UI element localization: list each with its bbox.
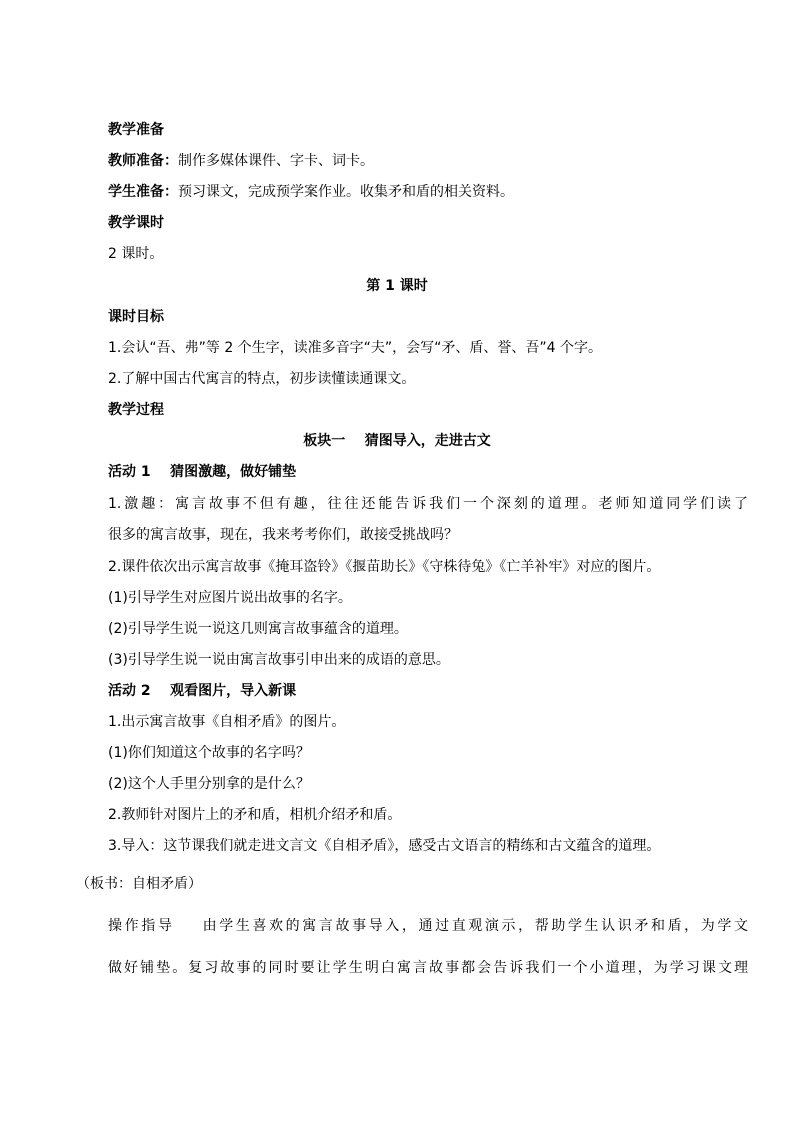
lesson-title: 第 1 课时 — [366, 278, 428, 294]
goal-2: 2.了解中国古代寓言的特点，初步读懂读通课文。 — [108, 371, 416, 387]
hours-heading: 教学课时 — [108, 215, 164, 231]
activity-1-title: 活动 1 猜图激趣，做好铺垫 — [108, 464, 297, 480]
student-prep-label: 学生准备： — [108, 184, 178, 200]
teacher-prep-label: 教师准备： — [108, 153, 178, 169]
student-prep — [108, 182, 733, 202]
activity-2-para-3: 3.导入：这节课我们就走进文言文《自相矛盾》，感受古文语言的精练和古文蕴含的道理。 — [108, 838, 661, 854]
activity-2-para-2: 2.教师针对图片上的矛和盾，相机介绍矛和盾。 — [108, 807, 402, 823]
activity-2-para-1: 1.出示寓言故事《自相矛盾》的图片。 — [108, 714, 346, 730]
guide-line-1: 操作指导 由学生喜欢的寓言故事导入，通过直观演示，帮助学生认识矛和盾，为学文 — [108, 918, 748, 934]
teacher-prep — [108, 151, 733, 171]
process-heading: 教学过程 — [108, 402, 164, 418]
hours-text: 2 课时。 — [108, 246, 164, 262]
guide-line-2: 做好铺垫。复习故事的同时要让学生明白寓言故事都会告诉我们一个小道理，为学习课文理 — [108, 960, 748, 976]
activity-2-sub-2: (2)这个人手里分别拿的是什么？ — [108, 776, 310, 792]
teacher-prep-text: 制作多媒体课件、字卡、词卡。 — [178, 153, 374, 169]
activity-1-sub-1: (1)引导学生对应图片说出故事的名字。 — [108, 590, 352, 606]
activity-2-title: 活动 2 观看图片，导入新课 — [108, 683, 297, 699]
activity-1-para-1-line-2: 很多的寓言故事，现在，我来考考你们，敢接受挑战吗？ — [108, 527, 458, 543]
prep-heading: 教学准备 — [108, 122, 164, 138]
goal-1: 1.会认“吾、弗”等 2 个生字，读准多音字“夫”，会写“矛、盾、誉、吾”4 个字。 — [108, 340, 603, 356]
activity-1-para-1-line-1: 1.激趣：寓言故事不但有趣，往往还能告诉我们一个深刻的道理。老师知道同学们读了 — [108, 496, 748, 512]
activity-1-para-2: 2.课件依次出示寓言故事《掩耳盗铃》《揠苗助长》《守株待兔》《亡羊补牢》对应的图片。 — [108, 559, 661, 575]
section-1-title: 板块一 猜图导入，走进古文 — [303, 433, 491, 449]
activity-1-sub-2: (2)引导学生说一说这几则寓言故事蕴含的道理。 — [108, 621, 408, 637]
goals-heading: 课时目标 — [108, 309, 164, 325]
student-prep-text: 预习课文，完成预学案作业。收集矛和盾的相关资料。 — [178, 184, 514, 200]
board-note: （板书：自相矛盾） — [76, 876, 202, 892]
activity-1-sub-3: (3)引导学生说一说由寓言故事引申出来的成语的意思。 — [108, 652, 450, 668]
activity-2-sub-1: (1)你们知道这个故事的名字吗？ — [108, 745, 310, 761]
